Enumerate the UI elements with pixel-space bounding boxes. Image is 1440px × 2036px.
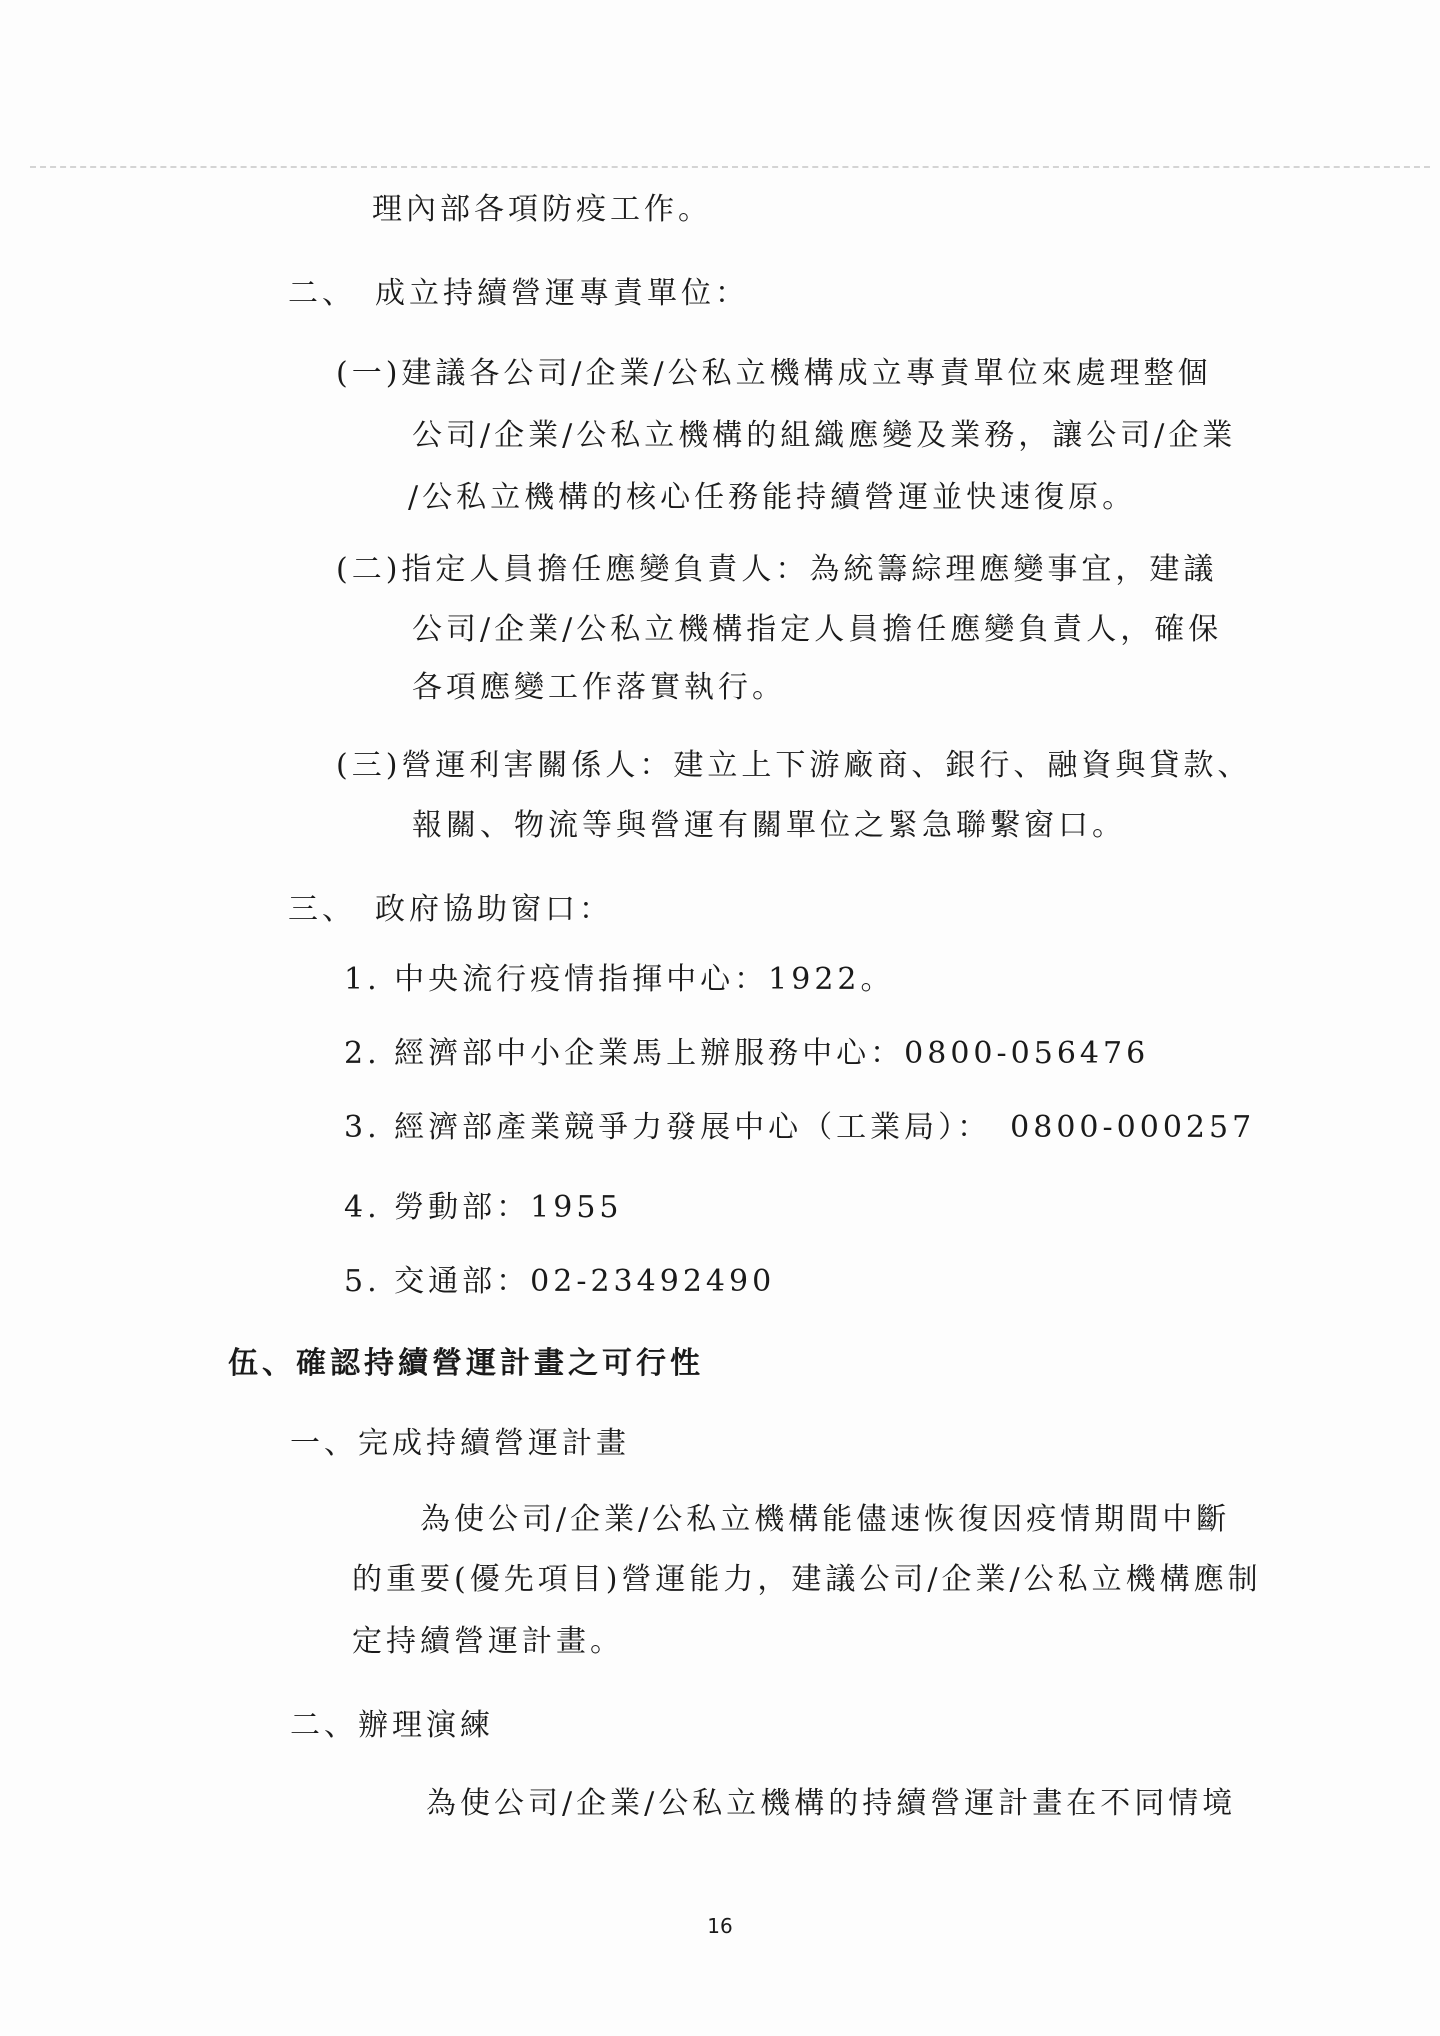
text-line: 公司/企業/公私立機構指定人員擔任應變負責人，確保 [412, 612, 1223, 647]
text-line: /公私立機構的核心任務能持續營運並快速復原。 [408, 480, 1137, 515]
text-line: (三)營運利害關係人：建立上下游廠商、銀行、融資與貸款、 [336, 748, 1252, 783]
text-line: 為使公司/企業/公私立機構的持續營運計畫在不同情境 [426, 1786, 1237, 1821]
page-number: 16 [707, 1914, 733, 1938]
text-line: 各項應變工作落實執行。 [412, 670, 786, 705]
text-line: 報關、物流等與營運有關單位之緊急聯繫窗口。 [412, 808, 1126, 843]
scan-edge-line [30, 166, 1430, 168]
section-heading: 二、辦理演練 [290, 1708, 494, 1743]
section-heading: 二、 成立持續營運專責單位： [288, 276, 749, 311]
section-heading: 一、完成持續營運計畫 [290, 1426, 630, 1461]
text-line: 公司/企業/公私立機構的組織應變及業務，讓公司/企業 [412, 418, 1237, 453]
contact-item: 2. 經濟部中小企業馬上辦服務中心：0800-056476 [344, 1036, 1150, 1071]
text-line: 為使公司/企業/公私立機構能儘速恢復因疫情期間中斷 [420, 1502, 1231, 1537]
contact-item: 5. 交通部：02-23492490 [344, 1264, 776, 1299]
section-heading: 三、 政府協助窗口： [288, 892, 613, 927]
chapter-heading: 伍、確認持續營運計畫之可行性 [228, 1346, 704, 1381]
text-line: (一)建議各公司/企業/公私立機構成立專責單位來處理整個 [336, 356, 1212, 391]
text-line: 理內部各項防疫工作。 [372, 192, 712, 227]
text-line: 的重要(優先項目)營運能力，建議公司/企業/公私立機構應制 [352, 1562, 1262, 1597]
contact-item: 1. 中央流行疫情指揮中心：1922。 [344, 962, 895, 997]
contact-item: 4. 勞動部：1955 [344, 1190, 623, 1225]
text-line: 定持續營運計畫。 [352, 1624, 624, 1659]
text-line: (二)指定人員擔任應變負責人：為統籌綜理應變事宜，建議 [336, 552, 1218, 587]
contact-item: 3. 經濟部產業競爭力發展中心（工業局）： 0800-000257 [344, 1110, 1256, 1145]
